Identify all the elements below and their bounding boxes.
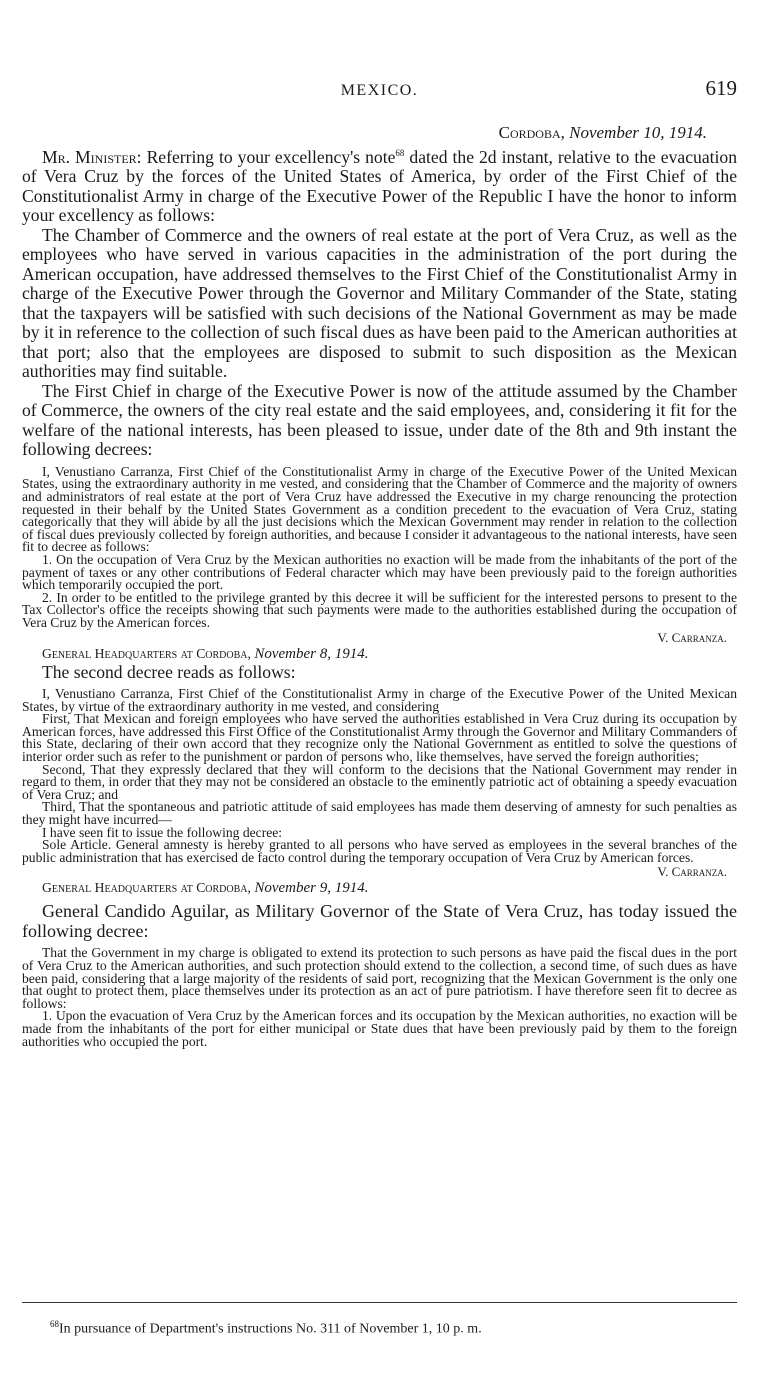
decree1-article-2: 2. In order to be entitled to the privilege granted by this decree it will be sufficient for the interested persons to present to the Tax Collector's office the receipts showing that such payments were made to the authorities established during the occupation of Vera Cruz by the American forces. <box>22 589 737 630</box>
decree2-sole-article: Sole Article. General amnesty is hereby granted to all persons who have served as employees in the several branches of the public administration that has exercised de facto control during the temporary occupation of Vera Cruz by American forces. <box>22 837 737 865</box>
running-head: MEXICO. <box>340 82 419 99</box>
letter-paragraph-2: The Chamber of Commerce and the owners of real estate at the port of Vera Cruz, as well as the employees who have served in various capacities in the administration of the port during the American occupation, have addressed themselves to the First Chief of the Constitutionalist Army in charge of the Executive Power through the Governor and Military Commander of the State, stating that the taxpayers will be satisfied with such decisions of the National Government as may be made by it in reference to the collection of such fiscal dues as have been paid to the American authorities at that port; also that the employees are disposed to submit to such disposition as the Mexican authorities may find suitable. <box>22 224 737 382</box>
transition-line: The second decree reads as follows: <box>42 661 296 682</box>
decree2-hq-place: General Headquarters at Cordoba, <box>42 880 251 896</box>
page-number: 619 <box>705 76 737 100</box>
letter-p1-a: Referring to your excellency's note <box>141 146 396 167</box>
decree2-seen: I have seen fit to issue the following decree: <box>42 824 283 840</box>
letter-paragraph-1 <box>22 144 737 226</box>
footnote-divider <box>22 1302 737 1303</box>
decree1-headquarters <box>42 645 737 663</box>
decree2-second: Second, That they expressly declared that they will conform to the decisions that the National Government may render in regard to them, in order that they may not be considered an obstacle to the eminently patriotic act of obtaining a speedy evacuation of Vera Cruz; and <box>22 761 737 802</box>
letter-paragraph-3: The First Chief in charge of the Executive Power is now of the attitude assumed by the Chamber of Commerce, the owners of the city real estate and the said employees, and, considering it fit for the welfare of the national interests, has been pleased to issue, under date of the 8th and 9th instant the following decrees: <box>22 380 737 460</box>
letter-p1-b: dated the 2d instant, relative to the evacuation of Vera Cruz by the forces of the United States of America, by order of the First Chief of the Constitutionalist Army in charge of the Executive Power of the Republic I have the honor to inform your excellency as follows: <box>22 146 738 226</box>
aguilar-paragraph: That the Government in my charge is obligated to extend its protection to such persons as have paid the fiscal dues in the port of Vera Cruz to the American authorities, and such protection should extend to the collection, a second time, of such dues as have been paid, considering that a large majority of the residents of said port, recognizing that the Mexican Government is the only one that ought to protect them, place themselves under its protection as an act of pure patriotism. I have therefore seen fit to decree as follows: <box>22 945 737 1011</box>
decree1-signature: V. Carranza. <box>657 629 727 645</box>
aguilar-article-1: 1. Upon the evacuation of Vera Cruz by the American forces and its occupation by the Mexican authorities, no exaction will be made from the inhabitants of the port for either municipal or State dues that have been previously paid by them to the foreign authorities who occupied the port. <box>22 1008 737 1049</box>
decree1-article-1: 1. On the occupation of Vera Cruz by the Mexican authorities no exaction will be made from the inhabitants of the port of the payment of taxes or any other contributions of Federal character which may have been previously paid to the foreign authorities which temporarily occupied the port. <box>22 552 737 593</box>
decree2-third: Third, That the spontaneous and patriotic attitude of said employees has made them deserving of amnesty for such penalties as they might have incurred— <box>22 799 737 828</box>
decree2-hq-date: November 9, 1914. <box>254 880 369 897</box>
decree2-signature: V. Carranza. <box>657 864 727 880</box>
decree1-intro: I, Venustiano Carranza, First Chief of the Constitutionalist Army in charge of the Executive Power of the United Mexican States, using the extraordinary authority in me vested, and considering that the Chamber of Commerce and the majority of owners and administrators of real estate at the port of Vera Cruz have addressed the Executive in my charge renouncing the protection requested in their behalf by the United States Government as a condition precedent to the evacuation of Vera Cruz, stating categorically that they will abide by all the just decisions which the Mexican Government may render in relation to the collection of fiscal dues previously collected by foreign authorities, and because I consider it advantageous to the national interests, have seen fit to decree as follows: <box>22 463 737 555</box>
salutation: Mr. Minister: <box>42 146 142 167</box>
dateline <box>22 122 707 144</box>
decree1-hq-date: November 8, 1914. <box>254 645 369 662</box>
footnote-text: In pursuance of Department's instructions No. 311 of November 1, 10 p. m. <box>59 1321 482 1337</box>
page-header <box>22 78 737 104</box>
dateline-date: November 10, 1914. <box>569 123 707 142</box>
footnote <box>50 1316 737 1338</box>
dateline-place: Cordoba, <box>498 123 565 142</box>
decree2-headquarters <box>42 879 737 897</box>
decree1-hq-place: General Headquarters at Cordoba, <box>42 645 251 661</box>
aguilar-intro: General Candido Aguilar, as Military Governor of the State of Vera Cruz, has today issued the following decree: <box>22 901 737 942</box>
page-body <box>22 122 737 1048</box>
footnote-marker: 68 <box>50 1319 59 1329</box>
footnote-ref: 68 <box>395 148 405 158</box>
decree2-intro: I, Venustiano Carranza, First Chief of the Constitutionalist Army in charge of the Executive Power of the United Mexican States, by virtue of the extraordinary authority in me vested, and considering <box>22 686 737 714</box>
decree2-first: First, That Mexican and foreign employees who have served the authorities established in Vera Cruz during its occupation by American forces, have addressed this First Office of the Constitutionalist Army through the Governor and Military Commanders of this State, declaring of their own accord that they recognize only the National Government as entitled to solve the questions of interior order such as refer to the punishment or pardon of persons who, like themselves, have served the foreign authorities; <box>22 711 737 765</box>
